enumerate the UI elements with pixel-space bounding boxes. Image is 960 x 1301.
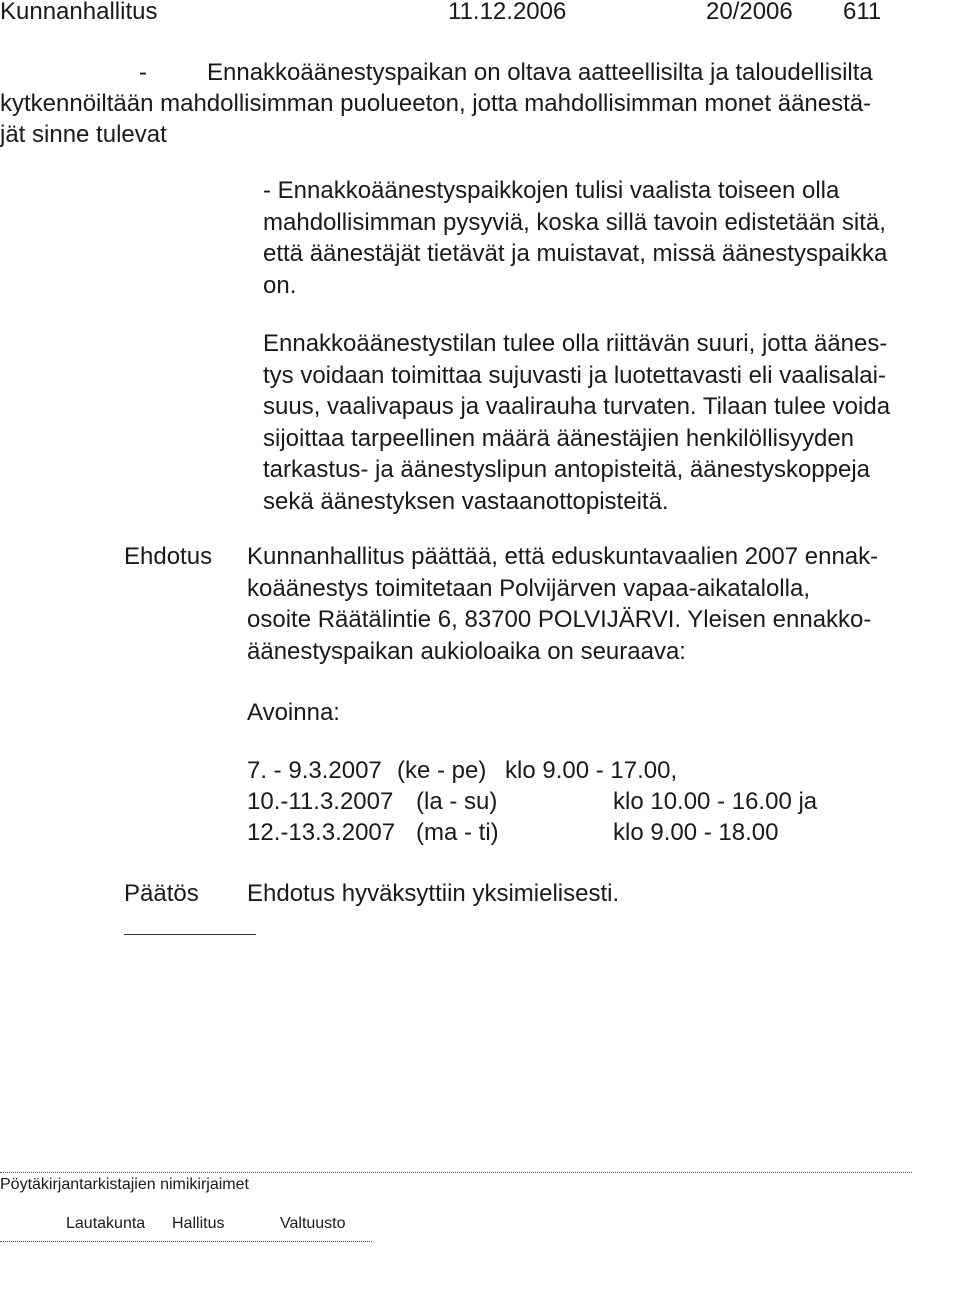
schedule-dates: 7. - 9.3.2007: [247, 757, 382, 784]
signatures-label: Pöytäkirjantarkistajien nimikirjaimet: [0, 1176, 249, 1193]
schedule-dates: 12.-13.3.2007: [247, 819, 396, 846]
footer-column-lautakunta: Lautakunta: [66, 1215, 146, 1232]
para-space-line: sekä äänestyksen vastaanottopisteitä.: [263, 487, 669, 515]
footer-column-hallitus: Hallitus: [172, 1215, 225, 1232]
header-page-number: 611: [843, 0, 882, 25]
para-space-requirements: [263, 328, 890, 517]
intro-line-1: Ennakkoäänestyspaikan on oltava aatteellisilta ja taloudellisilta: [207, 59, 873, 86]
intro-dash: -: [139, 59, 147, 86]
paatos-label: Päätös: [124, 880, 199, 907]
schedule-dates: 10.-11.3.2007: [247, 788, 394, 815]
schedule-days: (la - su): [416, 788, 498, 815]
para-space-line: suus, vaalivapaus ja vaalirauha turvaten. Tilaan tulee voida: [263, 393, 891, 420]
para-space-line: tarkastus- ja äänestyslipun antopisteitä, äänestyskoppeja: [263, 456, 871, 483]
para-permanence: [263, 175, 887, 301]
ehdotus-line: Kunnanhallitus päättää, että eduskuntavaalien 2007 ennak-: [247, 543, 879, 570]
footer-rule: [0, 1172, 912, 1173]
para-permanence-line: mahdollisimman pysyviä, koska sillä tavoin edistetään sitä,: [263, 208, 886, 236]
footer-bottom-rule: [0, 1241, 372, 1242]
paatos-text: Ehdotus hyväksyttiin yksimielisesti.: [247, 880, 620, 907]
ehdotus-line: osoite Räätälintie 6, 83700 POLVIJÄRVI. Yleisen ennakko-: [247, 606, 872, 633]
schedule-days: (ke - pe): [397, 757, 487, 784]
ehdotus-text: [247, 541, 878, 667]
para-permanence-line: on.: [263, 271, 297, 299]
para-space-line: tys voidaan toimittaa sujuvasti ja luotettavasti eli vaalisalai-: [263, 361, 886, 389]
intro-line-2: kytkennöiltään mahdollisimman puolueeton, jotta mahdollisimman monet äänestä-: [0, 90, 872, 117]
para-permanence-line: että äänestäjät tietävät ja muistavat, missä äänestyspaikka: [263, 240, 888, 267]
para-permanence-line: - Ennakkoäänestyspaikkojen tulisi vaalista toiseen olla: [263, 177, 840, 204]
header-record-number: 20/2006: [706, 0, 793, 25]
schedule-hours: klo 10.00 - 16.00 ja: [613, 788, 818, 815]
ehdotus-line: koäänestys toimitetaan Polvijärven vapaa-aikatalolla,: [247, 574, 810, 602]
header-date: 11.12.2006: [448, 0, 567, 25]
para-space-line: sijoittaa tarpeellinen määrä äänestäjien henkilöllisyyden: [263, 424, 855, 452]
paatos-underline: [124, 934, 256, 935]
schedule-hours: klo 9.00 - 17.00,: [505, 757, 678, 784]
open-hours-label: Avoinna:: [247, 699, 340, 726]
schedule-days: (ma - ti): [416, 819, 499, 846]
intro-line-3: jät sinne tulevat: [0, 121, 167, 148]
ehdotus-line: äänestyspaikan aukioloaika on seuraava:: [247, 637, 686, 665]
footer-column-valtuusto: Valtuusto: [280, 1215, 346, 1232]
ehdotus-label: Ehdotus: [124, 543, 213, 570]
para-space-line: Ennakkoäänestystilan tulee olla riittävän suuri, jotta äänes-: [263, 330, 888, 357]
schedule-hours: klo 9.00 - 18.00: [613, 819, 779, 846]
header-org: Kunnanhallitus: [0, 0, 158, 25]
